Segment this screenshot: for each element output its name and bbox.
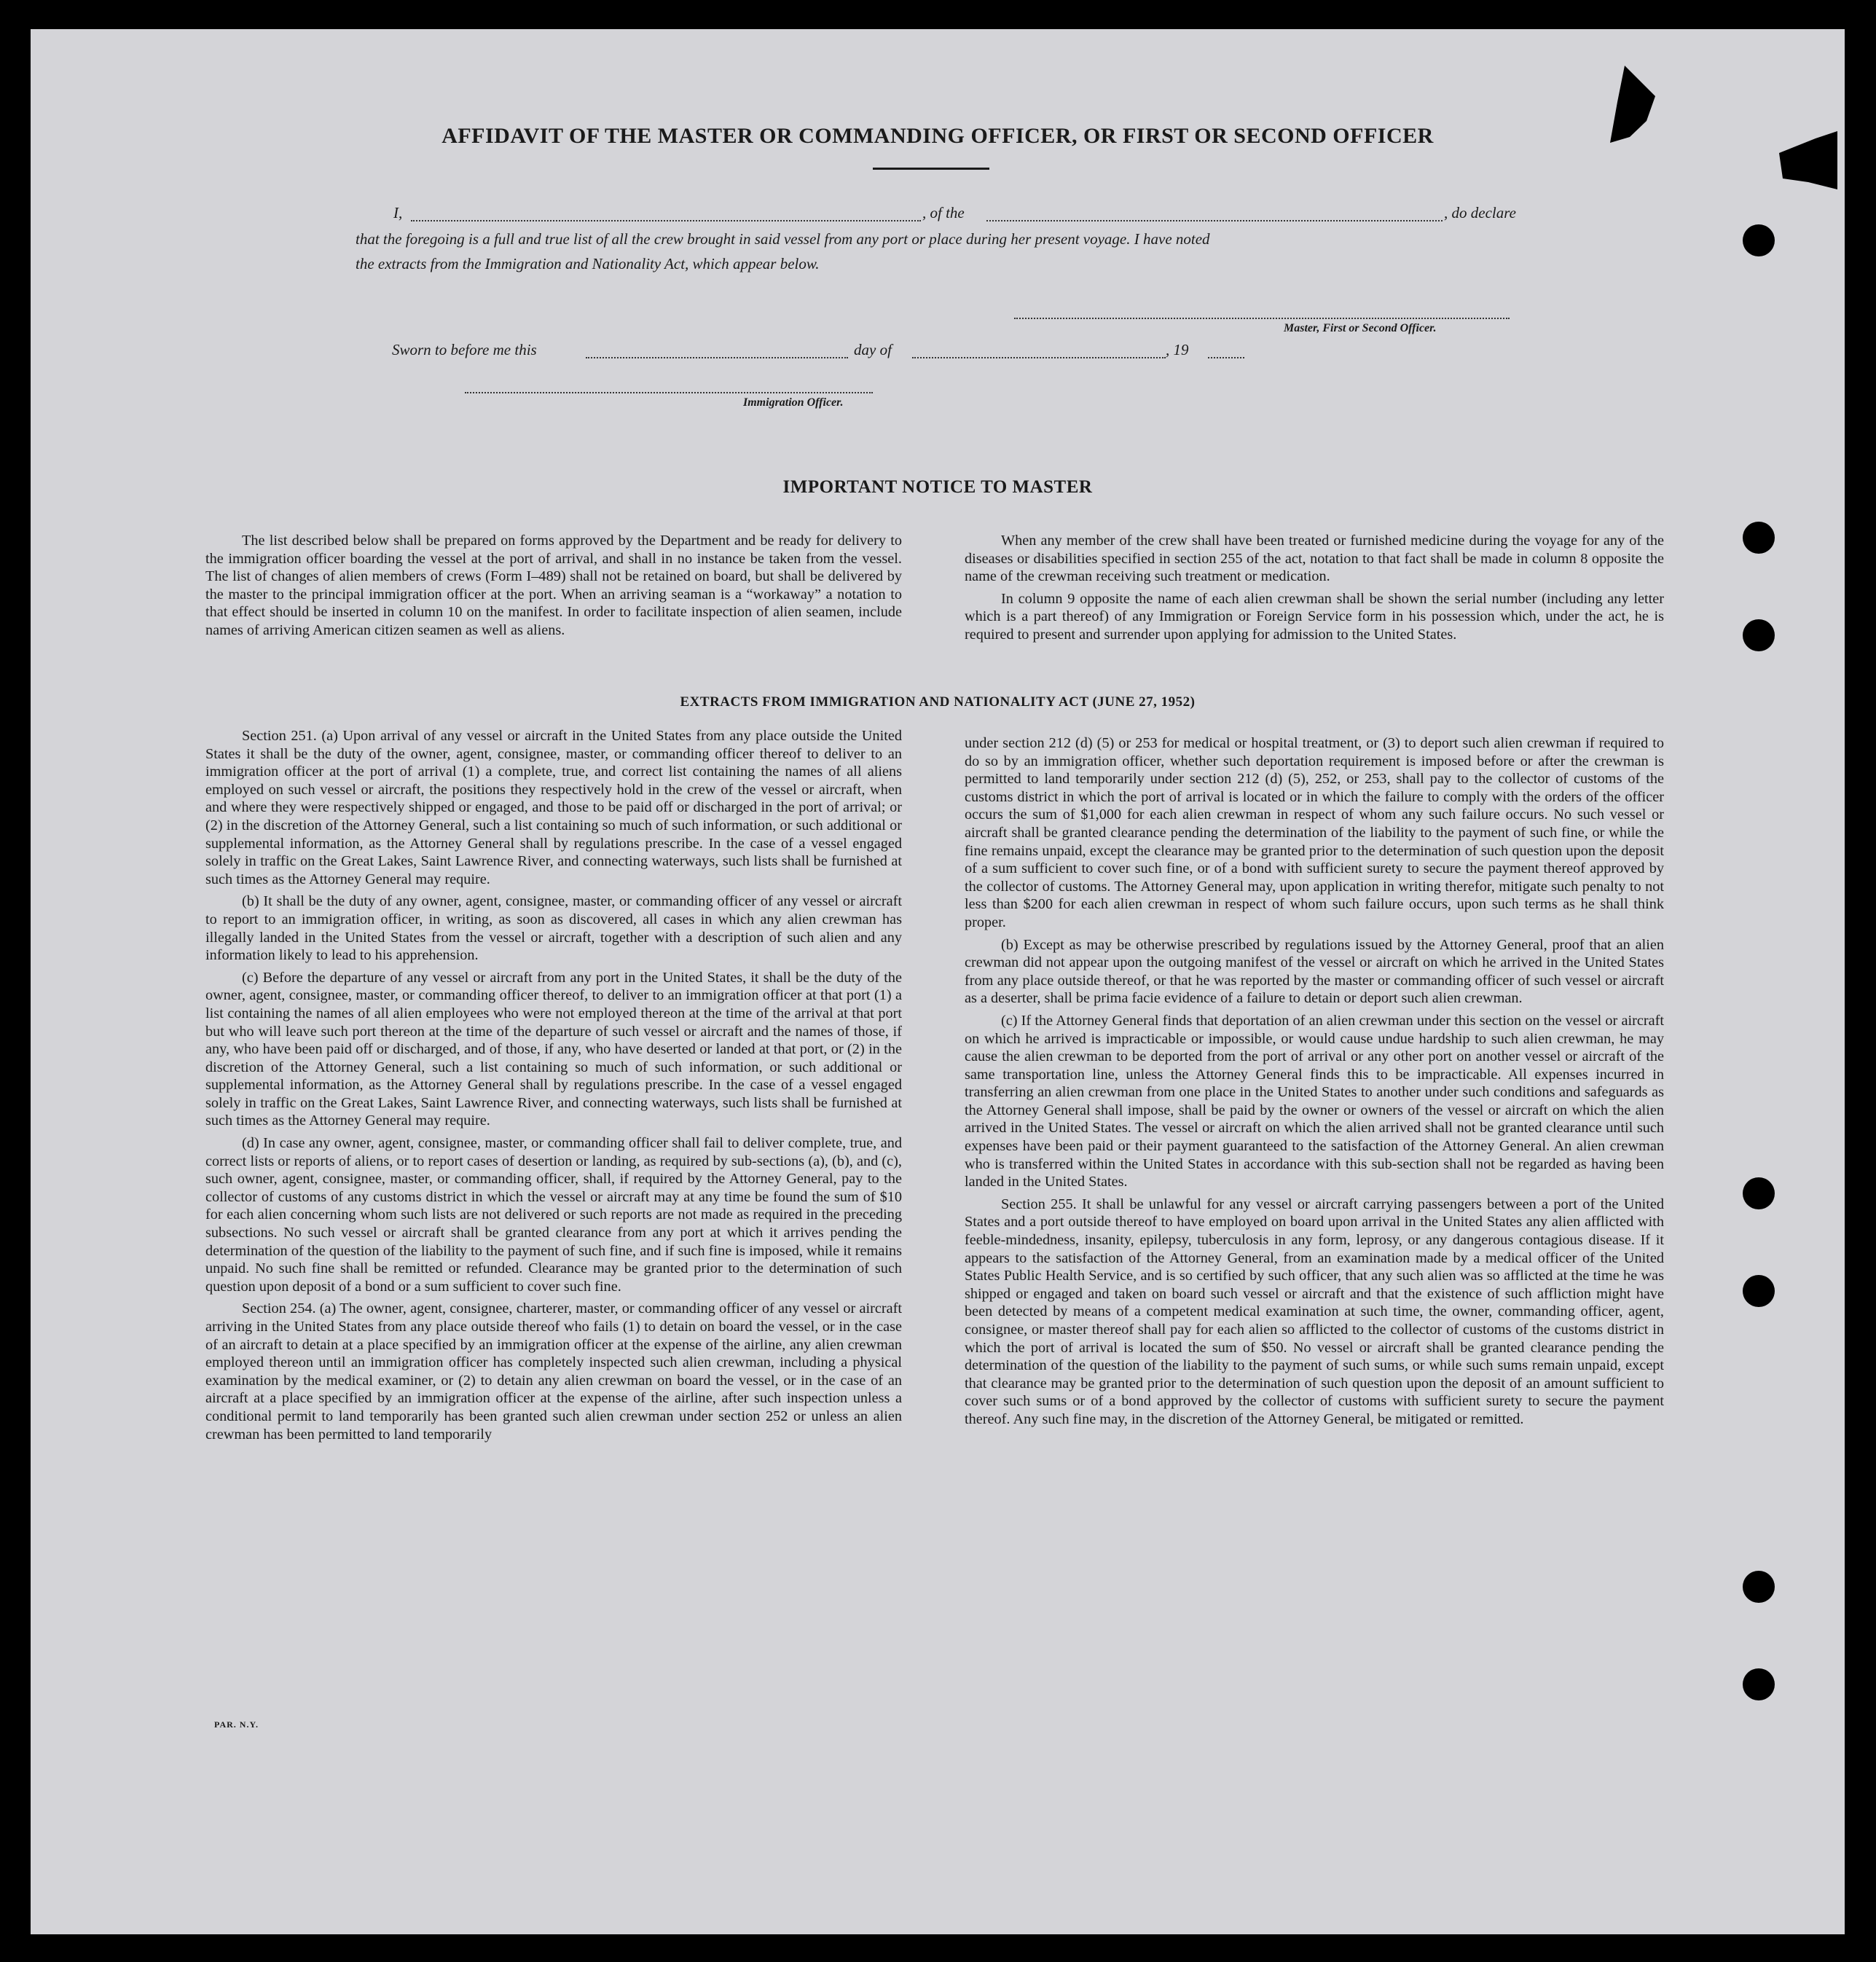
section-254b: (b) Except as may be otherwise prescribed by regulations issued by the Attorney General, proof that an alien crewman did not appear upon the outgoing manifest of the vessel or aircraft on which he arrived in the United States from any place outside thereof, or that he was reported by the master or commanding officer of such vessel or aircraft as a deserter, shall be prima facie evidence of a failure to detain or deport such alien crewman. — [965, 936, 1664, 1007]
punch-hole — [1743, 522, 1775, 554]
section-254c: (c) If the Attorney General finds that deportation of an alien crewman under this section on the vessel or aircraft on which he arrived is impracticable or impossible, or would cause undue hardship to such alien crewman, he may cause the alien crewman to be deported from the port of arrival or any other port on another vessel or aircraft of the same transportation line, unless the Attorney General finds this to be impracticable. All expenses incurred in transferring an alien crewman from one place in the United States to another under such conditions and safeguards as the Attorney General shall impose, shall be paid by the owner or owners of the vessel or aircraft on which the alien arrived in the United States. The vessel or aircraft on which the alien arrived shall not be granted clearance until such expenses have been paid or their payment guaranteed to the satisfaction of the Attorney General. An alien crewman who is transferred within the United States in accordance with this sub-section shall not be regarded as having been landed in the United States. — [965, 1012, 1664, 1190]
notice-title: IMPORTANT NOTICE TO MASTER — [782, 477, 1093, 497]
extracts-title: EXTRACTS FROM IMMIGRATION AND NATIONALITY ACT (JUNE 27, 1952) — [680, 694, 1196, 710]
year-label: , 19 — [1166, 341, 1189, 358]
document-page — [31, 29, 1845, 1934]
punch-hole — [1743, 619, 1775, 651]
declarant-label: I, — [393, 204, 403, 221]
punch-hole — [1743, 1571, 1775, 1603]
vessel-name-field[interactable] — [986, 220, 1443, 221]
declarant-name-field[interactable] — [411, 220, 921, 221]
sworn-label: Sworn to before me this — [392, 341, 537, 358]
section-254a-continued: under section 212 (d) (5) or 253 for medical or hospital treatment, or (3) to deport such alien crewman if required to do so by an immigration officer, whether such deportation requirement is imposed before or after the crewman is permitted to land temporarily under section 212 (d) (5), 252, or 253, shall pay to the collector of customs of the customs district in which the port of arrival is located or in which the failure to comply with the orders of the officer occurs the sum of $1,000 for each alien crewman in respect of whom any such failure occurs. No such vessel or aircraft shall be granted clearance pending the determination of the liability to the payment of such fine, or while the fine remains unpaid, except the clearance may be granted prior to the determination of such question upon the deposit of a sum sufficient to cover such fine, or of a bond with sufficient surety to secure the payment thereof approved by the collector of customs. The Attorney General may, upon application in writing therefor, mitigate such penalty to not less than $200 for each alien crewman in respect of whom such failure occurs, upon such terms as he shall think proper. — [965, 735, 1664, 930]
sworn-year-field[interactable] — [1208, 357, 1244, 358]
torn-corner-marks — [1597, 51, 1845, 211]
notice-right-paragraph-2: In column 9 opposite the name of each alien crewman shall be shown the serial number (including any letter which is a part thereof) of any Immigration or Foreign Service form in his possession which, under the act, he is required to present and surrender upon applying for admission to the United States. — [965, 590, 1664, 643]
extracts-right-column — [965, 734, 1664, 1433]
extracts-left-column — [205, 727, 902, 1448]
punch-hole — [1743, 1668, 1775, 1700]
day-of-label: day of — [854, 341, 892, 358]
declaration-text-line-3: the extracts from the Immigration and Nationality Act, which appear below. — [356, 255, 820, 272]
section-255: Section 255. It shall be unlawful for any vessel or aircraft carrying passengers between a port of the United States and a port outside thereof to have employed on board upon arrival in the United States any alien afflicted with feeble-mindedness, insanity, epilepsy, tuberculosis in any form, leprosy, or any dangerous contagious disease. If it appears to the satisfaction of the Attorney General, from an examination made by a medical officer of the United States Public Health Service, and is so certified by such officer, that any such alien was so afflicted at the time he was shipped or engaged and taken on board such vessel or aircraft and that the existence of such affliction might have been detected by means of a competent medical examination at such time, the owner, commanding officer, agent, consignee, or master thereof shall pay for each alien so afflicted to the collector of customs of the customs district in which the port of arrival is located the sum of $50. No vessel or aircraft shall be granted clearance pending the determination of the question of the liability to the payment of such sums, or while such sums remain unpaid, except that clearance may be granted prior to the determination of such question upon the deposit of an amount sufficient to cover such sums or of a bond approved by the collector of customs with sufficient surety to secure the payment thereof. Any such fine may, in the discretion of the Attorney General, be mitigated or remitted. — [965, 1196, 1664, 1427]
title-underline — [873, 168, 989, 170]
punch-hole — [1743, 224, 1775, 256]
master-signature-line[interactable] — [1014, 318, 1510, 319]
vessel-label: , of the — [922, 204, 965, 221]
immigration-officer-caption: Immigration Officer. — [743, 396, 844, 409]
notice-right-column — [965, 532, 1664, 648]
immigration-officer-signature-line[interactable] — [465, 392, 873, 393]
section-251d: (d) In case any owner, agent, consignee, master, or commanding officer shall fail to deliver complete, true, and correct lists or reports of aliens, or to report cases of desertion or landing, as required by sub-sections (a), (b), and (c), such owner, agent, consignee, master, or commanding officer, shall, if required by the Attorney General, pay to the collector of customs of any customs district in which the vessel or aircraft may at any time be found the sum of $10 for each alien concerning whom such lists are not delivered or such reports are not made as required in the preceding subsections. No such vessel or aircraft shall be granted clearance from any port at which it arrives pending the determination of the question of the liability to the payment of such fine, and if such fine is imposed, while it remains unpaid. No such fine shall be remitted or refunded. Clearance may be granted prior to the determination of such question upon deposit of a bond or a sum sufficient to cover such fine. — [205, 1135, 902, 1295]
sworn-month-field[interactable] — [912, 357, 1166, 358]
section-251b: (b) It shall be the duty of any owner, agent, consignee, master, or commanding officer of any vessel or aircraft to report to an immigration officer, in writing, as soon as discovered, all cases in which any alien crewman has illegally landed in the United States from the vessel or aircraft, together with a description of such alien and any information likely to lead to his apprehension. — [205, 893, 902, 964]
punch-hole — [1743, 1177, 1775, 1209]
punch-hole — [1743, 1275, 1775, 1307]
affidavit-title: AFFIDAVIT OF THE MASTER OR COMMANDING OFFICER, OR FIRST OR SECOND OFFICER — [441, 124, 1434, 148]
section-251a: Section 251. (a) Upon arrival of any vessel or aircraft in the United States from any place outside the United States it shall be the duty of the owner, agent, consignee, master, or commanding officer thereof to deliver to an immigration officer at the port of arrival (1) a complete, true, and correct list containing the names of all aliens employed on such vessel or aircraft, the positions they respectively hold in the crew of the vessel or aircraft, when and where they were respectively shipped or engaged, and those to be paid off or discharged in the port of arrival; or (2) in the discretion of the Attorney General, such a list containing so much of such information, or such additional or supplemental information, as the Attorney General shall by regulations prescribe. In the case of a vessel engaged solely in traffic on the Great Lakes, Saint Lawrence River, and connecting waterways, such lists shall be furnished at such times as the Attorney General may require. — [205, 728, 902, 887]
sworn-day-field[interactable] — [586, 357, 848, 358]
section-254a: Section 254. (a) The owner, agent, consignee, charterer, master, or commanding officer of any vessel or aircraft arriving in the United States from any place outside thereof who fails (1) to detain on board the vessel, or in the case of an aircraft to detain at a place specified by an immigration officer at the expense of the airline, any alien crewman employed thereon until an immigration officer has completely inspected such alien crewman, including a physical examination by the medical examiner, or (2) to detain any alien crewman on board the vessel, or in the case of an aircraft at a place specified by an immigration officer at the expense of the airline, after such inspection unless a conditional permit to land temporarily has been granted such alien crewman under section 252 or unless an alien crewman has been permitted to land temporarily — [205, 1300, 902, 1443]
declaration-text-line-2: that the foregoing is a full and true list of all the crew brought in said vessel from any port or place during her present voyage. I have noted — [356, 230, 1210, 248]
notice-left-column — [205, 532, 902, 644]
master-signature-caption: Master, First or Second Officer. — [1284, 322, 1437, 334]
notice-right-paragraph-1: When any member of the crew shall have been treated or furnished medicine during the voyage for any of the diseases or disabilities specified in section 255 of the act, notation to that fact shall be made in column 8 opposite the name of the crewman receiving such treatment or medication. — [965, 533, 1664, 585]
section-251c: (c) Before the departure of any vessel or aircraft from any port in the United States, it shall be the duty of the owner, agent, consignee, master, or commanding officer thereof, to deliver to an immigration officer at that port (1) a list containing the names of all alien employees who were not employed thereon at the time of the arrival at that port but who will leave such port thereon at the time of the departure of such vessel or aircraft and the names of those, if any, who have been paid off or discharged, and of those, if any, who have deserted or landed at that port, or (2) in the discretion of the Attorney General, such a list containing so much of such information, or such additional or supplemental information, as the Attorney General shall by regulations prescribe. In the case of a vessel engaged solely in traffic on the Great Lakes, Saint Lawrence River, and connecting waterways, such lists shall be furnished at such times as the Attorney General may require. — [205, 969, 902, 1129]
declare-label: , do declare — [1444, 204, 1516, 221]
notice-left-paragraph: The list described below shall be prepared on forms approved by the Department and be ready for delivery to the immigration officer boarding the vessel at the port of arrival, and shall in no instance be taken from the vessel. The list of changes of alien members of crews (Form I–489) shall not be retained on board, but shall be delivered by the master to the principal immigration officer at the port. When an arriving seaman is a “workaway” a notation to that effect should be inserted in column 10 on the manifest. In order to facilitate inspection of alien seamen, include names of arriving American citizen seamen as well as aliens. — [205, 533, 902, 638]
printer-mark: PAR. N.Y. — [214, 1719, 259, 1730]
